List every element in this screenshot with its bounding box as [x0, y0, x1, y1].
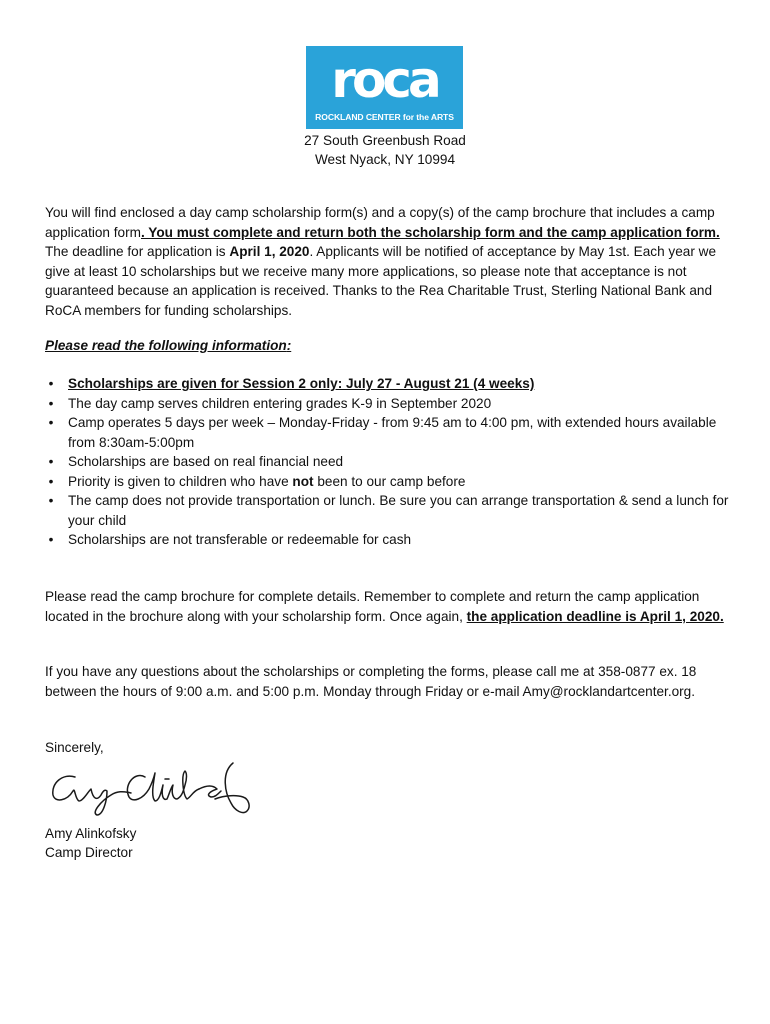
bullet-session-text: Scholarships are given for Session 2 only: July 27 - August 21 (4 weeks)	[68, 376, 535, 391]
closing-text: Sincerely,	[45, 740, 104, 755]
list-item	[45, 452, 735, 472]
list-item	[45, 374, 735, 394]
logo-subtitle: ROCKLAND CENTER for the ARTS	[315, 112, 454, 122]
bullet-priority-post: been to our camp before	[313, 473, 466, 489]
logo-wordmark: roca	[331, 51, 438, 109]
bullet-need-text: Scholarships are based on real financial need	[68, 454, 344, 469]
intro-paragraph	[45, 203, 735, 320]
brochure-text: Please read the camp brochure for complete details. Remember to complete and return the camp application located in the brochure along with your scholarship form. Once again,	[45, 589, 700, 624]
intro-text-a: You will find enclosed a day camp scholarship form(s) and a copy(s) of the camp brochure that includes a camp application form	[45, 205, 715, 240]
bullet-schedule-text: Camp operates 5 days per week – Monday-Friday - from 9:45 am to 4:00 pm, with extended hours available from 8:30am-5:00pm	[68, 415, 717, 450]
bullet-icon: •	[48, 376, 54, 391]
bullet-transport-text: The camp does not provide transportation or lunch. Be sure you can arrange transportation & send a lunch for your child	[68, 493, 729, 528]
list-item	[45, 472, 735, 492]
list-item	[45, 413, 735, 452]
brochure-deadline: the application deadline is April 1, 2020.	[466, 608, 724, 624]
info-heading	[45, 336, 735, 356]
bullet-cash-text: Scholarships are not transferable or redeemable for cash	[68, 532, 412, 547]
bullet-icon: •	[48, 395, 54, 411]
contact-paragraph: If you have any questions about the scholarships or completing the forms, please call me at 358-0877 ex. 18 between the hours of 9:00 a.m. and 5:00 p.m. Monday through Friday or e-mail Amy@rocklandartcenter.org.	[45, 664, 697, 699]
signatory-name: Amy Alinkofsky	[45, 826, 137, 841]
bullet-grades-text: The day camp serves children entering grades K-9 in September 2020	[68, 395, 492, 411]
info-heading-colon: :	[286, 338, 292, 353]
info-heading-text: Please read the following information	[45, 338, 287, 353]
bullet-priority-bold: not	[292, 473, 314, 489]
bullet-icon: •	[48, 473, 54, 489]
handwritten-signature	[45, 755, 265, 823]
bullet-icon: •	[48, 493, 54, 508]
intro-deadline: April 1, 2020	[229, 244, 310, 259]
intro-text-c: . Applicants will be notified of acceptance by May 1st. Each year we give at least 10 scholarships but we receive many more applications, so please note that acceptance is not guaranteed because an application is received. Thanks to the Rea Charitable Trust, Sterling National Bank and RoCA members for funding scholarships.	[45, 244, 717, 318]
brochure-paragraph	[45, 587, 735, 626]
bullet-icon: •	[48, 532, 54, 547]
roca-logo	[306, 46, 463, 129]
intro-text-b: The deadline for application is	[45, 244, 230, 259]
list-item	[45, 394, 735, 414]
address-line-2: West Nyack, NY 10994	[314, 152, 456, 167]
address-line-1: 27 South Greenbush Road	[304, 133, 466, 148]
bullet-icon: •	[48, 415, 54, 430]
intro-emphasis: . You must complete and return both the scholarship form and the camp application form.	[140, 224, 720, 240]
bullet-priority-pre: Priority is given to children who have	[68, 473, 293, 489]
list-item	[45, 491, 735, 530]
info-bullet-list	[45, 374, 735, 550]
bullet-icon: •	[48, 454, 54, 469]
list-item	[45, 530, 735, 550]
signatory-title: Camp Director	[45, 845, 133, 860]
